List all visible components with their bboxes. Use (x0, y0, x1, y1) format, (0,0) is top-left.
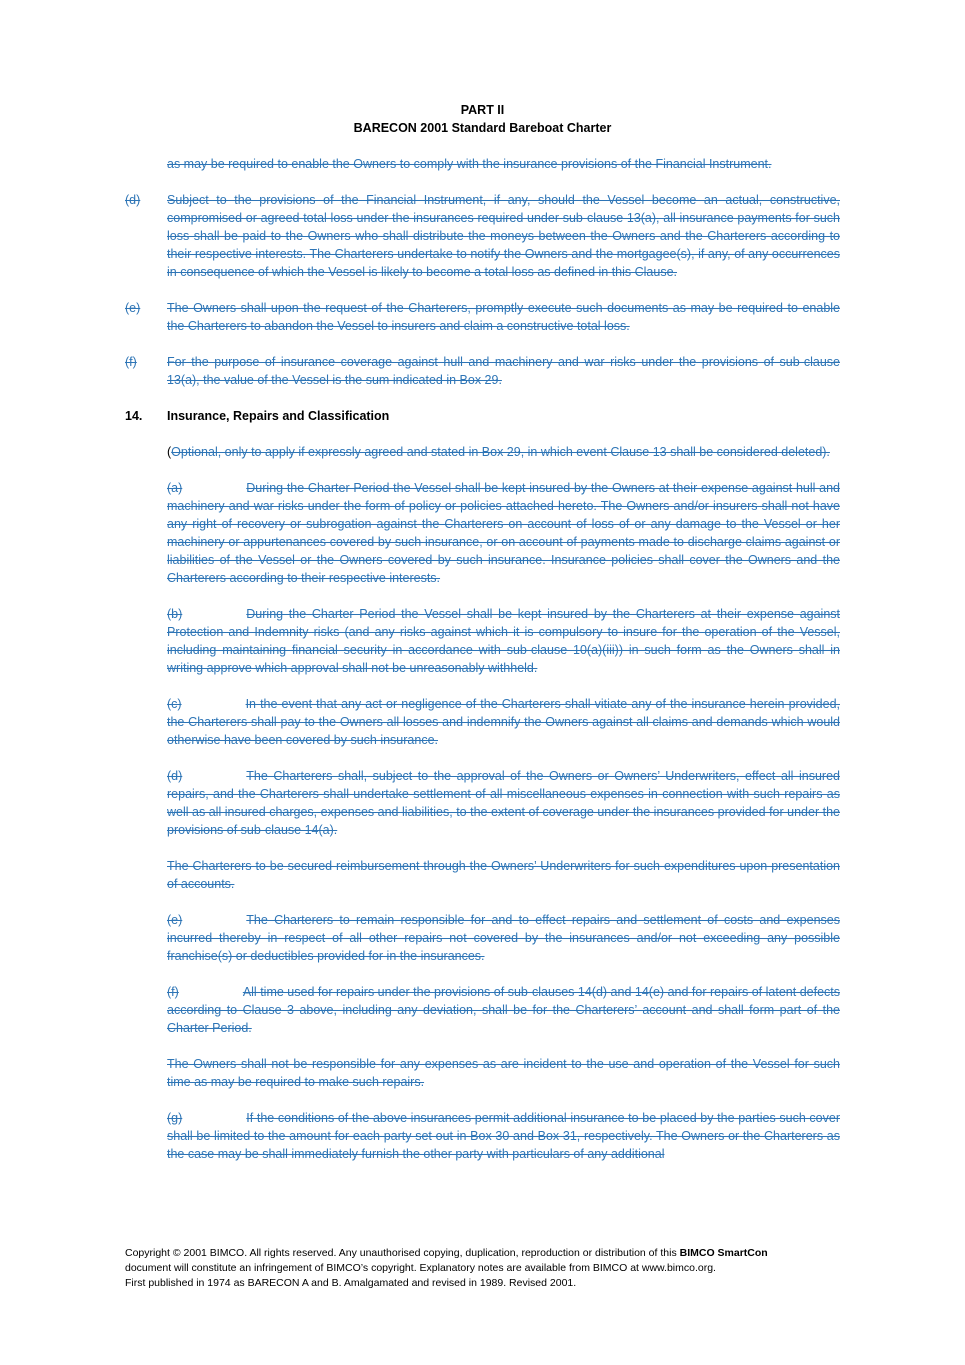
clause14-optional-note: (Optional, only to apply if expressly agreed and stated in Box 29, in which event Clause 13 shall be considered deleted). (167, 445, 830, 459)
clause14-a-label: (a) (167, 481, 183, 495)
page-header (0, 101, 965, 137)
clause14-heading (125, 407, 840, 425)
clause14-c (125, 695, 840, 749)
clause13-d-text: Subject to the provisions of the Financial Instrument, if any, should the Vessel become an actual, constructive, compromised or agreed total loss under the insurances required under sub-clause 13(a), all insurance payments for such loss shall be paid to the Owners who shall distribute the moneys between the Owners and the Charterers according to their respective interests. The Charterers undertake to notify the Owners and the mortgagee(s), if any, of any occurrences in consequence of which the Vessel is likely to become a total loss as defined in this Clause. (167, 193, 840, 279)
footer-line-2: document will constitute an infringement of BIMCO’s copyright. Explanatory notes are available from BIMCO at www.bimco.org. (125, 1262, 716, 1274)
clause14-d (125, 767, 840, 839)
document-title: BARECON 2001 Standard Bareboat Charter (353, 121, 612, 135)
clause13-d (125, 191, 840, 281)
clause14-f-extra: The Owners shall not be responsible for any expenses as are incident to the use and operation of the Vessel for such time as may be required to make such repairs. (167, 1057, 840, 1089)
clause14-number: 14. (125, 409, 143, 423)
clause13-f (125, 353, 840, 389)
clause14-b (125, 605, 840, 677)
clause14-g-text: If the conditions of the above insurances permit additional insurance to be placed by the parties such cover shall be limited to the amount for each party set out in Box 30 and Box 31, respectively. The Owners or the Charterers as the case may be shall immediately furnish the other party with particulars of any additional (167, 1111, 840, 1161)
clause13-d-label: (d) (125, 193, 141, 207)
clause13-e (125, 299, 840, 335)
footer-brand: BIMCO SmartCon (679, 1247, 768, 1259)
clause14-f-label: (f) (167, 985, 179, 999)
copyright-footer (125, 1246, 840, 1291)
clause14-c-text: In the event that any act or negligence of the Charterers shall vitiate any of the insurance herein provided, the Charterers shall pay to the Owners all losses and indemnify the Owners against all claims and demands which would otherwise have been covered by such insurance. (167, 697, 840, 747)
footer-line-1: Copyright © 2001 BIMCO. All rights reserved. Any unauthorised copying, duplication, reproduction or distribution of this BIMCO SmartCon (125, 1247, 768, 1259)
clause14-b-text: During the Charter Period the Vessel shall be kept insured by the Charterers at their expense against Protection and Indemnity risks (and any risks against which it is compulsory to insure for the operation of the Vessel, including maintaining financial security in accordance with sub-clause 10(a)(iii)) in such form as the Owners shall in writing approve which approval shall not be unreasonably withheld. (167, 607, 840, 675)
clause14-d-label: (d) (167, 769, 183, 783)
clause14-e (125, 911, 840, 965)
clause14-d-extra: The Charterers to be secured reimbursement through the Owners’ Underwriters for such expenditures upon presentation of accounts. (167, 859, 840, 891)
clause14-e-label: (e) (167, 913, 183, 927)
clause13-continuation: as may be required to enable the Owners to comply with the insurance provisions of the Financial Instrument. (167, 157, 772, 171)
part-label: PART II (460, 103, 505, 117)
document-body (125, 155, 840, 1163)
clause14-title: Insurance, Repairs and Classification (167, 409, 390, 423)
clause14-d-text: The Charterers shall, subject to the approval of the Owners or Owners’ Underwriters, effect all insured repairs, and the Charterers shall undertake settlement of all miscellaneous expenses in connection with such repairs as well as all insured charges, expenses and liabilities, to the extent of coverage under the insurances provided for under the provisions of sub-clause 14(a). (167, 769, 840, 837)
footer-line-3: First published in 1974 as BARECON A and B. Amalgamated and revised in 1989. Revised 2001. (125, 1277, 577, 1289)
clause13-e-label: (e) (125, 301, 141, 315)
clause13-e-text: The Owners shall upon the request of the Charterers, promptly execute such documents as may be required to enable the Charterers to abandon the Vessel to insurers and claim a constructive total loss. (167, 301, 840, 333)
clause14-g-label: (g) (167, 1111, 183, 1125)
clause14-a-text: During the Charter Period the Vessel shall be kept insured by the Owners at their expense against hull and machinery and war risks under the form of policy or policies attached hereto. The Owners and/or insurers shall not have any right of recovery or subrogation against the Charterers on account of loss of or any damage to the Vessel or her machinery or appurtenances covered by such insurance, or on account of payments made to discharge claims against or liabilities of the Vessel or the Owners covered by such insurance. Insurance policies shall cover the Owners and the Charterers according to their respective interests. (167, 481, 840, 585)
clause14-f (125, 983, 840, 1037)
clause13-f-label: (f) (125, 355, 137, 369)
clause14-b-label: (b) (167, 607, 183, 621)
clause14-c-label: (c) (167, 697, 182, 711)
clause13-f-text: For the purpose of insurance coverage against hull and machinery and war risks under the provisions of sub-clause 13(a), the value of the Vessel is the sum indicated in Box 29. (167, 355, 840, 387)
clause14-f-text: All time used for repairs under the provisions of sub-clauses 14(d) and 14(e) and for repairs of latent defects according to Clause 3 above, including any deviation, shall be for the Charterers’ account and shall form part of the Charter Period. (167, 985, 840, 1035)
clause14-a (125, 479, 840, 587)
clause14-g (125, 1109, 840, 1163)
clause14-e-text: The Charterers to remain responsible for and to effect repairs and settlement of costs and expenses incurred thereby in respect of all other repairs not covered by the insurances and/or not exceeding any possible franchise(s) or deductibles provided for in the insurances. (167, 913, 840, 963)
